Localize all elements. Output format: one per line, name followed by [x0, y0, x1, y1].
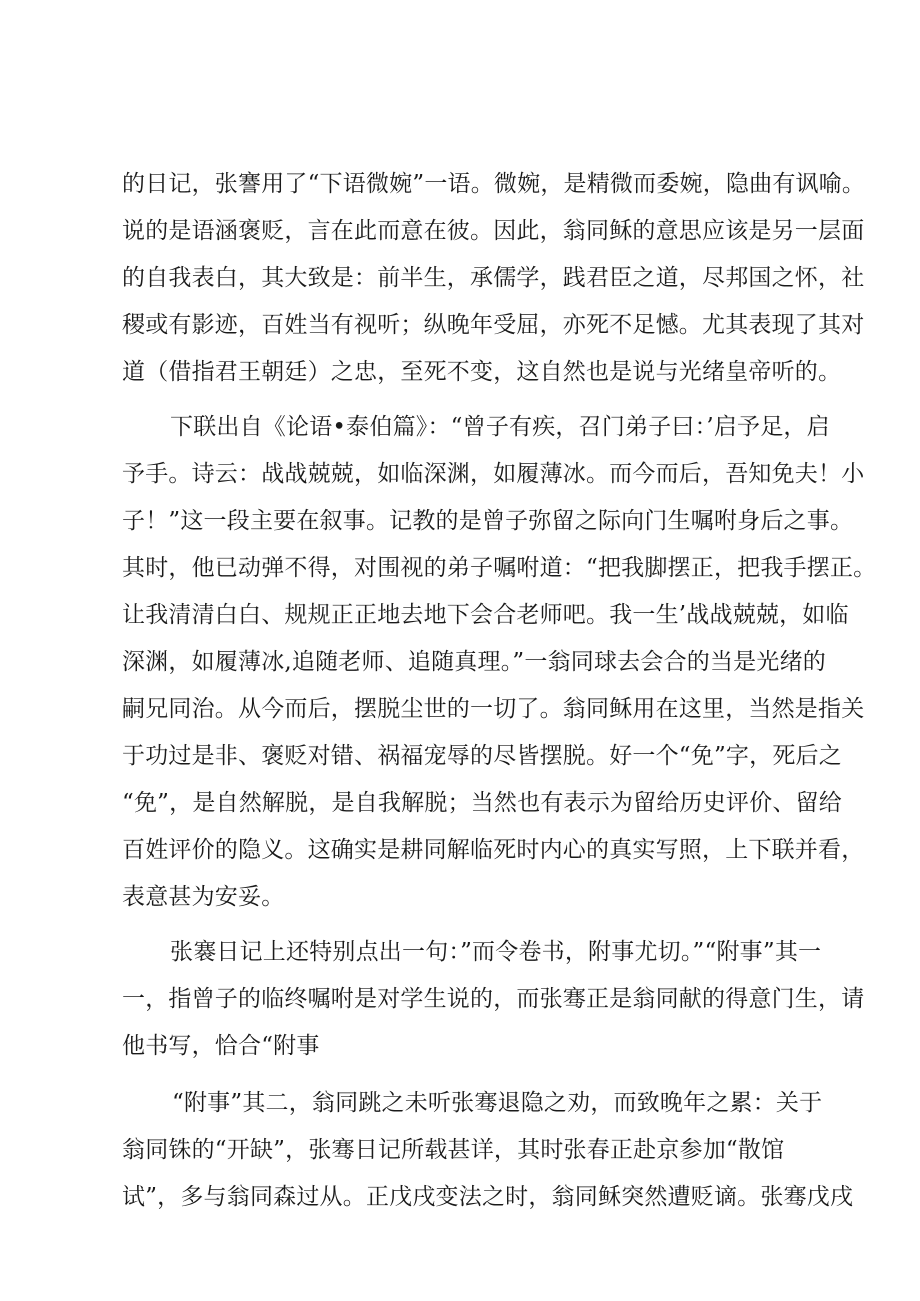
- text-line: 试”，多与翁同森过从。正戊戌变法之时，翁同稣突然遭贬谪。张骞戊戌: [122, 1184, 854, 1210]
- text-line: 的自我表白，其大致是：前半生，承儒学，践君臣之道，尽邦国之怀，社: [122, 265, 865, 291]
- text-line: 于功过是非、褒贬对错、祸福宠辱的尽皆摆脱。好一个“免”字，死后之: [122, 743, 842, 769]
- text-line: 嗣兄同治。从今而后，摆脱尘世的一切了。翁同稣用在这里，当然是指关: [122, 696, 865, 722]
- text-line: 百姓评价的隐义。这确实是耕同解临死时内心的真实写照，上下联并看，: [122, 837, 865, 863]
- text-line: “免”，是自然解脱，是自我解脱；当然也有表示为留给历史评价、留给: [122, 790, 842, 816]
- text-line: 的日记，张謇用了“下语微婉”一语。微婉，是精微而委婉，隐曲有讽喻。: [122, 171, 866, 197]
- text-line: “附事”其二，翁同跳之未听张骞退隐之劝，而致晚年之累：关于: [172, 1090, 823, 1116]
- text-line: 说的是语涵褒贬，言在此而意在彼。因此，翁同稣的意思应该是另一层面: [122, 218, 865, 244]
- text-line: 其时，他已动弹不得，对围视的弟子嘱咐道：“把我脚摆正，把我手摆正。: [122, 555, 877, 581]
- text-line: 稷或有影迹，百姓当有视听；纵晚年受屈，亦死不足憾。尤其表现了其对: [122, 312, 865, 338]
- text-line: 道（借指君王朝廷）之忠，至死不变，这自然也是说与光绪皇帝听的。: [122, 359, 842, 385]
- text-line: 子！”这一段主要在叙事。记教的是曾子弥留之际向门生嘱咐身后之事。: [122, 508, 854, 534]
- text-line: 让我清清白白、规规正正地去地下会合老师吧。我一生’战战兢兢，如临: [122, 602, 849, 628]
- text-line: 予手。诗云：战战兢兢，如临深渊，如履薄冰。而今而后，吾知免夫！小: [122, 461, 865, 487]
- text-line: 他书写，恰合“附事: [122, 1033, 320, 1059]
- text-line: 深渊，如履薄冰,追随老师、追随真理。”一翁同球去会合的当是光绪的: [122, 649, 826, 675]
- text-line: 翁同铢的“开缺”，张骞日记所载甚详，其时张春正赴京参加“散馆: [122, 1137, 785, 1163]
- text-line: 下联出自《论语•泰伯篇》：“曾子有疾，召门弟子曰：’启予足，启: [170, 414, 830, 440]
- text-line: 表意甚为安妥。: [122, 884, 285, 910]
- text-line: 张褰日记上还特别点出一句：”而令卷书，附事尤切。”“附事”其一: [170, 939, 822, 965]
- text-line: 一，指曾子的临终嘱咐是对学生说的，而张骞正是翁同献的得意门生，请: [122, 986, 865, 1012]
